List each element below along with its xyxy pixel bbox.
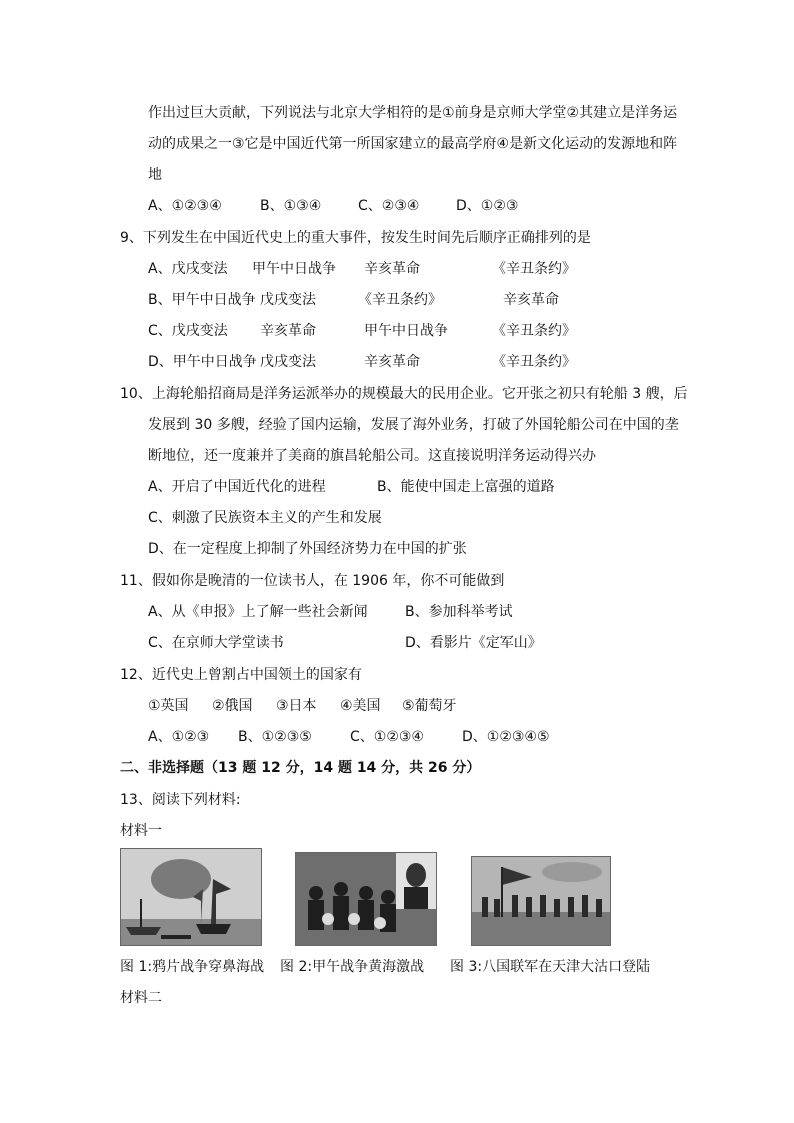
q9-d-2: 戊戌变法 [260, 354, 316, 370]
q9-c-1: C、戊戌变法 [148, 323, 228, 339]
q12-option-d: D、①②③④⑤ [462, 729, 550, 745]
q8-option-b: B、①③④ [260, 198, 322, 214]
q8-option-d: D、①②③ [456, 198, 519, 214]
figure-2-image [295, 852, 437, 946]
q8-option-c: C、②③④ [358, 198, 420, 214]
material-2-label: 材料二 [120, 990, 162, 1006]
q12-item-2: ②俄国 [212, 698, 253, 714]
q9-c-2: 辛亥革命 [260, 323, 316, 339]
q10-option-d: D、在一定程度上抑制了外国经济势力在中国的扩张 [148, 541, 467, 557]
q8-line-2: 动的成果之一③它是中国近代第一所国家建立的最高学府④是新文化运动的发源地和阵 [148, 136, 678, 152]
q12-stem: 12、近代史上曾割占中国领土的国家有 [120, 667, 362, 683]
q8-line-1: 作出过巨大贡献，下列说法与北京大学相符的是①前身是京师大学堂②其建立是洋务运 [148, 105, 678, 121]
q9-d-4: 《辛丑条约》 [492, 354, 576, 370]
q9-c-4: 《辛丑条约》 [492, 323, 576, 339]
q9-d-3: 辛亥革命 [364, 354, 420, 370]
q12-item-5: ⑤葡萄牙 [402, 698, 457, 714]
q9-a-2: 甲午中日战争 [252, 261, 336, 277]
q9-b-1: B、甲午中日战争 [148, 292, 256, 308]
q9-a-3: 辛亥革命 [364, 261, 420, 277]
q13-stem: 13、阅读下列材料: [120, 792, 241, 808]
q10-line-2: 发展到 30 多艘，经验了国内运输，发展了海外业务，打破了外国轮船公司在中国的垄 [148, 417, 679, 433]
q11-option-c: C、在京师大学堂读书 [148, 635, 284, 651]
q10-line-3: 断地位，还一度兼并了美商的旗昌轮船公司。这直接说明洋务运动得兴办 [148, 448, 596, 464]
q12-item-4: ④美国 [340, 698, 381, 714]
q11-option-a: A、从《申报》上了解一些社会新闻 [148, 604, 368, 620]
q10-option-b: B、能使中国走上富强的道路 [377, 479, 555, 495]
q12-option-b: B、①②③⑤ [238, 729, 312, 745]
q9-a-4: 《辛丑条约》 [492, 261, 576, 277]
q11-stem: 11、假如你是晚清的一位读书人，在 1906 年，你不可能做到 [120, 573, 505, 589]
q12-option-c: C、①②③④ [350, 729, 424, 745]
q9-a-1: A、戊戌变法 [148, 261, 228, 277]
q12-item-1: ①英国 [148, 698, 189, 714]
q9-b-4: 辛亥革命 [503, 292, 559, 308]
q9-d-1: D、甲午中日战争 [148, 354, 257, 370]
q11-option-b: B、参加科举考试 [405, 604, 513, 620]
q8-option-a: A、①②③④ [148, 198, 222, 214]
q10-option-c: C、刺激了民族资本主义的产生和发展 [148, 510, 382, 526]
q10-line-1: 10、上海轮船招商局是洋务运派举办的规模最大的民用企业。它开张之初只有轮船 3 艘，后 [120, 386, 688, 402]
q12-item-3: ③日本 [276, 698, 317, 714]
q9-c-3: 甲午中日战争 [364, 323, 448, 339]
q9-stem: 9、下列发生在中国近代史上的重大事件，按发生时间先后顺序正确排列的是 [120, 230, 591, 246]
figure-3-image [471, 856, 611, 946]
section-heading: 二、非选择题（13 题 12 分，14 题 14 分，共 26 分） [120, 760, 481, 776]
q9-b-3: 《辛丑条约》 [358, 292, 442, 308]
material-1-label: 材料一 [120, 823, 162, 839]
figure-3-caption: 图 3:八国联军在天津大沽口登陆 [450, 959, 651, 975]
figure-1-image [120, 848, 262, 946]
q11-option-d: D、看影片《定军山》 [405, 635, 542, 651]
q9-b-2: 戊戌变法 [260, 292, 316, 308]
figure-1-caption: 图 1:鸦片战争穿鼻海战 [120, 959, 265, 975]
q10-option-a: A、开启了中国近代化的进程 [148, 479, 326, 495]
q8-line-3: 地 [148, 167, 162, 183]
q12-option-a: A、①②③ [148, 729, 210, 745]
figure-2-caption: 图 2:甲午战争黄海激战 [280, 959, 425, 975]
